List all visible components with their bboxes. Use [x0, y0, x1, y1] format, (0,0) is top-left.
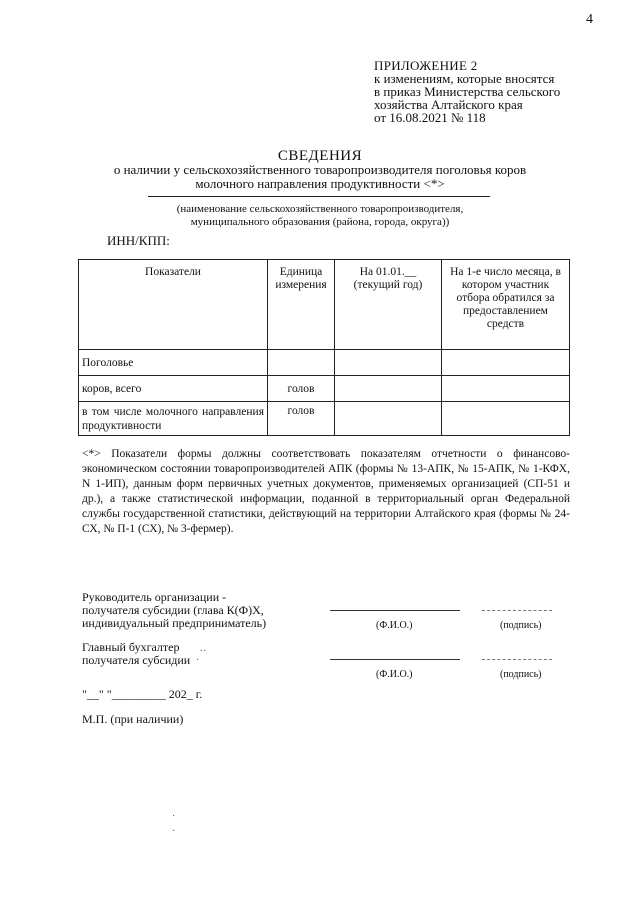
row-unit: голов: [268, 376, 335, 402]
subtitle-line: о наличии у сельскохозяйственного товаропроизводителя поголовья коров: [113, 162, 527, 177]
ink-marks: ·: [196, 655, 201, 666]
stamp-note: М.П. (при наличии): [82, 712, 184, 726]
ink-marks: ·: [172, 826, 177, 837]
row-value-month[interactable]: [442, 402, 570, 436]
footnote: <*> Показатели формы должны соответствовать показателям отчетности о финансово-экономическом состоянии товаропроизводителей АПК (формы № 13-АПК, № 15-АПК, № 1-КФХ, N 1-ИП), данным форм первичных учетных документов, применяемых организацией (СП-51 и др.), а также статистической информации, поданной в территориальный орган Федеральной службы государственной статистики, действующий на территории Алтайского края (формы № 24-СХ, № П-1 (СХ), № 3-фермер).: [82, 448, 570, 535]
document-subtitle: [0, 163, 640, 191]
caption-line: (наименование сельскохозяйственного товаропроизводителя,: [176, 203, 464, 215]
head-signatory-label: [82, 591, 266, 630]
head-sign-line[interactable]: [482, 610, 552, 611]
appendix-line: хозяйства Алтайского края: [374, 97, 523, 112]
row-value-month[interactable]: [442, 350, 570, 376]
row-unit: голов: [268, 402, 335, 436]
signatory-line: Руководитель организации -: [82, 590, 227, 604]
accountant-fio-line[interactable]: [330, 659, 460, 660]
name-caption: [0, 203, 640, 229]
head-sign-caption: (подпись): [500, 620, 542, 631]
inn-kpp-label: ИНН/КПП:: [107, 233, 170, 248]
subtitle-line: молочного направления продуктивности <*>: [195, 176, 445, 191]
accountant-fio-caption: (Ф.И.О.): [376, 669, 413, 680]
accountant-label: [82, 641, 190, 667]
row-indicator: Поголовье: [79, 350, 268, 376]
appendix-heading: ПРИЛОЖЕНИЕ 2: [374, 58, 478, 73]
row-value-jan1[interactable]: [335, 350, 442, 376]
name-fill-line: [148, 196, 490, 197]
head-fio-caption: (Ф.И.О.): [376, 620, 413, 631]
row-unit: [268, 350, 335, 376]
appendix-line: к изменениям, которые вносятся: [374, 71, 555, 86]
page-number: 4: [586, 12, 593, 27]
row-value-month[interactable]: [442, 376, 570, 402]
signatory-line: получателя субсидии (глава К(Ф)Х,: [82, 603, 264, 617]
row-value-jan1[interactable]: [335, 376, 442, 402]
appendix-block: [374, 59, 560, 124]
appendix-line: от 16.08.2021 № 118: [374, 110, 486, 125]
row-value-jan1[interactable]: [335, 402, 442, 436]
date-line: "__" "_________ 202_ г.: [82, 687, 203, 701]
row-indicator: в том числе молочного направления продуктивности: [79, 402, 268, 436]
table-row: [79, 350, 570, 376]
signatory-line: Главный бухгалтер: [82, 640, 180, 654]
header-indicator: Показатели: [79, 260, 268, 350]
accountant-sign-line[interactable]: [482, 659, 552, 660]
head-fio-line[interactable]: [330, 610, 460, 611]
table-row: [79, 376, 570, 402]
header-jan1: На 01.01.__ (текущий год): [335, 260, 442, 350]
header-month-start: На 1-е число месяца, в котором участник отбора обратился за предоставлением средств: [442, 260, 570, 350]
signatory-line: индивидуальный предприниматель): [82, 616, 267, 630]
livestock-table: [78, 259, 570, 436]
document-title: СВЕДЕНИЯ: [277, 148, 363, 164]
accountant-sign-caption: (подпись): [500, 669, 542, 680]
ink-marks: ..: [200, 643, 207, 654]
ink-marks: ·: [172, 811, 177, 822]
row-indicator: коров, всего: [79, 376, 268, 402]
header-unit: Единица измерения: [268, 260, 335, 350]
table-header-row: [79, 260, 570, 350]
signatory-line: получателя субсидии: [82, 653, 191, 667]
caption-line: муниципального образования (района, города, округа)): [190, 216, 450, 228]
table-row: [79, 402, 570, 436]
appendix-line: в приказ Министерства сельского: [374, 84, 561, 99]
